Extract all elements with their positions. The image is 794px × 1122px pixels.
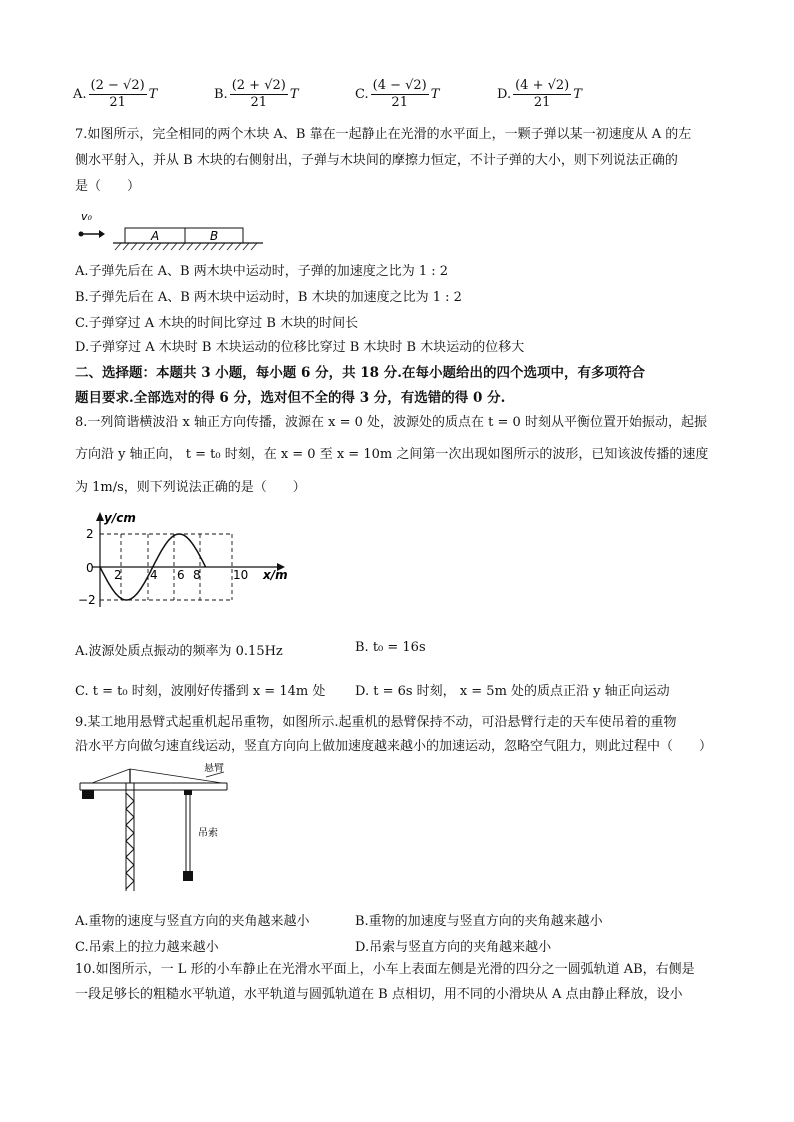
q7-option-c: C.子弹穿过 A 木块的时间比穿过 B 木块的时间长 xyxy=(75,316,359,331)
arrow-head-icon xyxy=(99,230,105,238)
arm-label: 悬臂 xyxy=(204,763,224,774)
y-tick-2: 2 xyxy=(86,527,94,541)
block-a-label: A xyxy=(151,229,160,243)
bullet-icon xyxy=(79,232,84,237)
x-tick-8: 8 xyxy=(193,568,201,582)
cable-label: 吊索 xyxy=(198,828,218,839)
option-label: A. xyxy=(73,87,87,102)
denominator: 21 xyxy=(109,95,126,110)
q8-option-a: A.波源处质点振动的频率为 0.15Hz xyxy=(75,644,283,659)
option-label: C. xyxy=(355,87,369,102)
q8-option-b: B. t₀ = 16s xyxy=(355,640,426,655)
option-suffix: T xyxy=(430,87,440,102)
velocity-label: v₀ xyxy=(81,210,92,223)
fraction xyxy=(230,78,288,111)
x-axis-label: x/m xyxy=(263,568,288,582)
q9-option-d: D.吊索与竖直方向的夹角越来越小 xyxy=(355,940,552,955)
y-axis-label: y/cm xyxy=(104,511,136,525)
q8-stem-line-1: 8.一列简谐横波沿 x 轴正方向传播，波源在 x = 0 处，波源处的质点在 t = 0 时刻从平衡位置开始振动，起振 xyxy=(75,415,707,430)
denominator: 21 xyxy=(391,95,408,110)
q9-option-b: B.重物的加速度与竖直方向的夹角越来越小 xyxy=(355,914,603,929)
fraction xyxy=(89,78,147,111)
numerator: (2 − √2) xyxy=(90,78,145,93)
q8-option-d: D. t = 6s 时刻， x = 5m 处的质点正沿 y 轴正向运动 xyxy=(355,684,670,699)
ground-hatch xyxy=(115,243,257,250)
y-tick-neg2: −2 xyxy=(78,593,96,607)
denominator: 21 xyxy=(250,95,268,110)
q9-stem-line-2: 沿水平方向做匀速直线运动，竖直方向向上做加速度越来越小的加速运动，忽略空气阻力，则此过程中（ ） xyxy=(75,739,713,754)
counterweight xyxy=(82,790,94,799)
section-2-heading-line-1: 二、选择题：本题共 3 小题，每小题 6 分，共 18 分.在每小题给出的四个选项中，有多项符合 xyxy=(75,365,645,381)
q6-option-a xyxy=(73,78,157,111)
q8-stem-line-2: 方向沿 y 轴正向， t = t₀ 时刻，在 x = 0 至 x = 10m 之间第一次出现如图所示的波形，已知该波传播的速度 xyxy=(75,447,709,462)
y-axis-arrow-icon xyxy=(96,512,104,521)
q8-option-c: C. t = t₀ 时刻，波刚好传播到 x = 14m 处 xyxy=(75,684,326,699)
q9-stem-line-1: 9.某工地用悬臂式起重机起吊重物，如图所示.起重机的悬臂保持不动，可沿悬臂行走的天车使吊着的重物 xyxy=(75,715,677,730)
q6-option-b xyxy=(214,78,299,111)
option-suffix: T xyxy=(148,87,158,102)
section-2-heading-line-2: 题目要求.全部选对的得 6 分，选对但不全的得 3 分，有选错的得 0 分. xyxy=(75,390,506,406)
numerator: (4 + √2) xyxy=(515,78,570,93)
x-tick-6: 6 xyxy=(177,568,185,582)
x-tick-10: 10 xyxy=(233,568,249,582)
numerator: (2 + √2) xyxy=(231,78,286,93)
numerator: (4 − √2) xyxy=(372,78,427,93)
fraction xyxy=(371,78,429,111)
q7-stem-line-1: 7.如图所示，完全相同的两个木块 A、B 靠在一起静止在光滑的水平面上，一颗子弹以某一初速度从 A 的左 xyxy=(75,127,692,142)
q10-stem-line-2: 一段足够长的粗糙水平轨道，水平轨道与圆弧轨道在 B 点相切，用不同的小滑块从 A 点由静止释放，设小 xyxy=(75,987,683,1002)
block-b-label: B xyxy=(210,229,219,243)
x-tick-2: 2 xyxy=(114,568,122,582)
q9-option-a: A.重物的速度与竖直方向的夹角越来越小 xyxy=(75,914,310,929)
fraction xyxy=(513,78,571,111)
q7-stem-line-3: 是（ ） xyxy=(75,179,141,194)
y-tick-0: 0 xyxy=(86,561,94,575)
crane-jib xyxy=(80,783,227,790)
q8-wave-chart xyxy=(72,507,290,617)
denominator: 21 xyxy=(533,95,551,110)
q6-option-d xyxy=(497,78,582,111)
q10-stem-line-1: 10.如图所示，一 L 形的小车静止在光滑水平面上，小车上表面左侧是光滑的四分之一圆弧轨道 AB，右侧是 xyxy=(75,962,695,977)
option-suffix: T xyxy=(289,87,299,102)
counter-tie xyxy=(92,769,130,783)
q7-option-a: A.子弹先后在 A、B 两木块中运动时，子弹的加速度之比为 1 : 2 xyxy=(75,264,449,279)
x-tick-4: 4 xyxy=(150,568,158,582)
q7-stem-line-2: 侧水平射入，并从 B 木块的右侧射出，子弹与木块间的摩擦力恒定，不计子弹的大小，则下列说法正确的 xyxy=(75,153,678,168)
q6-option-c xyxy=(355,78,439,111)
trolley xyxy=(184,790,192,795)
q9-option-c: C.吊索上的拉力越来越小 xyxy=(75,940,219,955)
option-label: D. xyxy=(497,87,512,102)
q7-blocks-figure xyxy=(75,206,275,254)
q9-crane-figure xyxy=(72,763,242,893)
q7-option-d: D.子弹穿过 A 木块时 B 木块运动的位移比穿过 B 木块时 B 木块运动的位移大 xyxy=(75,340,525,355)
crane-mast xyxy=(126,783,134,891)
q8-stem-line-3: 为 1m/s，则下列说法正确的是（ ） xyxy=(75,480,306,495)
q7-option-b: B.子弹先后在 A、B 两木块中运动时，B 木块的加速度之比为 1 : 2 xyxy=(75,290,462,305)
load-weight xyxy=(183,871,193,881)
option-label: B. xyxy=(214,87,228,102)
option-suffix: T xyxy=(573,87,582,102)
